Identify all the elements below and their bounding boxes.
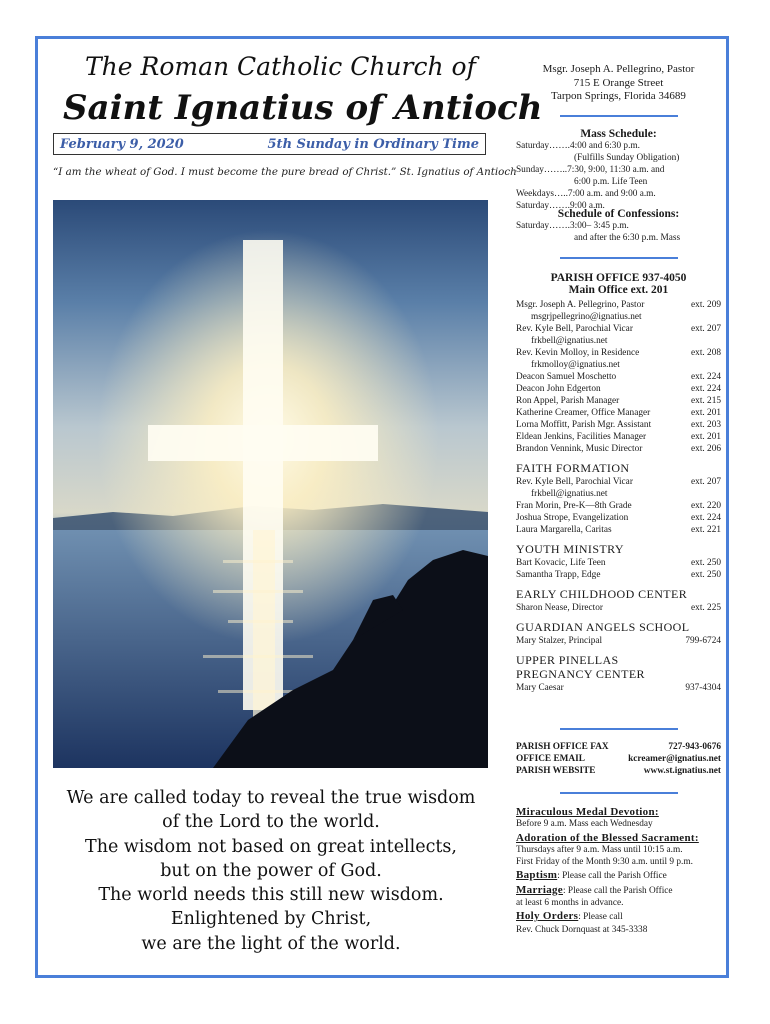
staff-row: Samantha Trapp, Edge ext. 250 <box>516 570 721 580</box>
staff-row: Rev. Kevin Molloy, in Residence ext. 208 <box>516 348 721 358</box>
staff-row: Fran Morin, Pre-K—8th Grade ext. 220 <box>516 501 721 511</box>
adoration-title: Adoration of the Blessed Sacrament: <box>516 831 699 844</box>
staff-row: Laura Margarella, Caritas ext. 221 <box>516 525 721 535</box>
mass-line: Saturday…….9:00 a.m. <box>516 201 605 211</box>
staff-row: Lorna Moffitt, Parish Mgr. Assistant ext. 203 <box>516 420 721 430</box>
holy-orders-line2: Rev. Chuck Dornquast at 345-3338 <box>516 924 648 935</box>
section-divider <box>560 728 678 730</box>
wisdom-line: Enlightened by Christ, <box>170 909 372 930</box>
wisdom-line: but on the power of God. <box>160 860 382 881</box>
guardian-angels-title: GUARDIAN ANGELS SCHOOL <box>516 620 690 634</box>
bulletin-date: February 9, 2020 <box>60 137 184 152</box>
staff-email: frkbell@ignatius.net <box>531 489 608 499</box>
marriage-info: Marriage: Please call the Parish Office <box>516 883 673 896</box>
medal-devotion-text: Before 9 a.m. Mass each Wednesday <box>516 819 653 830</box>
youth-ministry-title: YOUTH MINISTRY <box>516 542 624 556</box>
pregnancy-center-title2: PREGNANCY CENTER <box>516 667 645 681</box>
marriage-line2: at least 6 months in advance. <box>516 898 624 909</box>
staff-email: msgrjpellegrino@ignatius.net <box>531 312 642 322</box>
mass-line: Saturday…….4:00 and 6:30 p.m. <box>516 141 640 151</box>
early-childhood-title: EARLY CHILDHOOD CENTER <box>516 587 688 601</box>
fax-row: PARISH OFFICE FAX 727-943-0676 <box>516 742 721 752</box>
staff-row: Brandon Vennink, Music Director ext. 206 <box>516 444 721 454</box>
wisdom-line: The wisdom not based on great intellects, <box>85 836 457 857</box>
main-office-ext: Main Office ext. 201 <box>568 284 669 296</box>
wisdom-line: we are the light of the world. <box>141 933 401 954</box>
staff-row: Sharon Nease, Director ext. 225 <box>516 603 721 613</box>
cross-sunset-icon <box>53 200 488 768</box>
staff-row: Deacon Samuel Moschetto ext. 224 <box>516 372 721 382</box>
city-address: Tarpon Springs, Florida 34689 <box>551 90 686 102</box>
wisdom-line: The world needs this still new wisdom. <box>98 885 444 906</box>
staff-row: Bart Kovacic, Life Teen ext. 250 <box>516 558 721 568</box>
adoration-line: Thursdays after 9 a.m. Mass until 10:15 a.m. <box>516 844 683 855</box>
staff-row: Ron Appel, Parish Manager ext. 215 <box>516 396 721 406</box>
confession-line: and after the 6:30 p.m. Mass <box>574 233 681 243</box>
wisdom-reflection <box>53 786 489 956</box>
staff-row: Msgr. Joseph A. Pellegrino, Pastor ext. 209 <box>516 300 721 310</box>
mass-schedule <box>516 128 721 212</box>
medal-devotion-title: Miraculous Medal Devotion: <box>516 806 659 818</box>
church-title-line2: Saint Ignatius of Antioch <box>63 88 543 128</box>
mass-line: 6:00 p.m. Life Teen <box>574 177 648 187</box>
staff-row: Mary Caesar 937-4304 <box>516 683 721 693</box>
staff-row: Rev. Kyle Bell, Parochial Vicar ext. 207 <box>516 324 721 334</box>
staff-email: frkbell@ignatius.net <box>531 336 608 346</box>
date-band <box>53 133 486 155</box>
church-title-line1: The Roman Catholic Church of <box>85 52 476 81</box>
mass-schedule-title: Mass Schedule: <box>580 128 657 140</box>
adoration-line: First Friday of the Month 9:30 a.m. until 9 p.m. <box>516 857 693 868</box>
liturgical-day: 5th Sunday in Ordinary Time <box>267 137 479 152</box>
section-divider <box>560 257 678 259</box>
confession-schedule <box>516 208 721 244</box>
street-address: 715 E Orange Street <box>573 76 664 89</box>
ignatius-quote: “I am the wheat of God. I must become the pure bread of Christ.” St. Ignatius of Antioch <box>53 166 517 178</box>
cross-sunset-photo <box>53 200 488 768</box>
devotions <box>516 806 721 936</box>
parish-office-title: PARISH OFFICE 937-4050 <box>550 272 687 284</box>
confession-line: Saturday…….3:00– 3:45 p.m. <box>516 221 629 231</box>
email-row: OFFICE EMAIL kcreamer@ignatius.net <box>516 754 721 764</box>
mass-line: Sunday……..7:30, 9:00, 11:30 a.m. and <box>516 165 665 175</box>
parish-office <box>516 272 721 694</box>
website-row: PARISH WEBSITE www.st.ignatius.net <box>516 766 721 776</box>
wisdom-line: We are called today to reveal the true wisdom <box>66 788 476 808</box>
pastor-name: Msgr. Joseph A. Pellegrino, Pastor <box>542 63 695 75</box>
church-address <box>516 63 721 104</box>
mass-line: Weekdays…..7:00 a.m. and 9:00 a.m. <box>516 189 656 199</box>
mass-line: (Fulfills Sunday Obligation) <box>574 153 680 163</box>
staff-row: Rev. Kyle Bell, Parochial Vicar ext. 207 <box>516 477 721 487</box>
staff-row: Katherine Creamer, Office Manager ext. 201 <box>516 408 721 418</box>
wisdom-line: of the Lord to the world. <box>162 812 380 833</box>
pregnancy-center-title1: UPPER PINELLAS <box>516 653 619 667</box>
staff-row: Eldean Jenkins, Facilities Manager ext. 201 <box>516 432 721 442</box>
staff-email: frkmolloy@ignatius.net <box>531 360 620 370</box>
section-divider <box>560 115 678 117</box>
section-divider <box>560 792 678 794</box>
faith-formation-title: FAITH FORMATION <box>516 461 630 475</box>
confession-title: Schedule of Confessions: <box>557 208 680 220</box>
staff-row: Deacon John Edgerton ext. 224 <box>516 384 721 394</box>
baptism-info: Baptism: Please call the Parish Office <box>516 869 667 882</box>
contact-info <box>516 741 721 777</box>
staff-row: Joshua Strope, Evangelization ext. 224 <box>516 513 721 523</box>
holy-orders-info: Holy Orders: Please call <box>516 910 623 923</box>
staff-row: Mary Stalzer, Principal 799-6724 <box>516 636 721 646</box>
